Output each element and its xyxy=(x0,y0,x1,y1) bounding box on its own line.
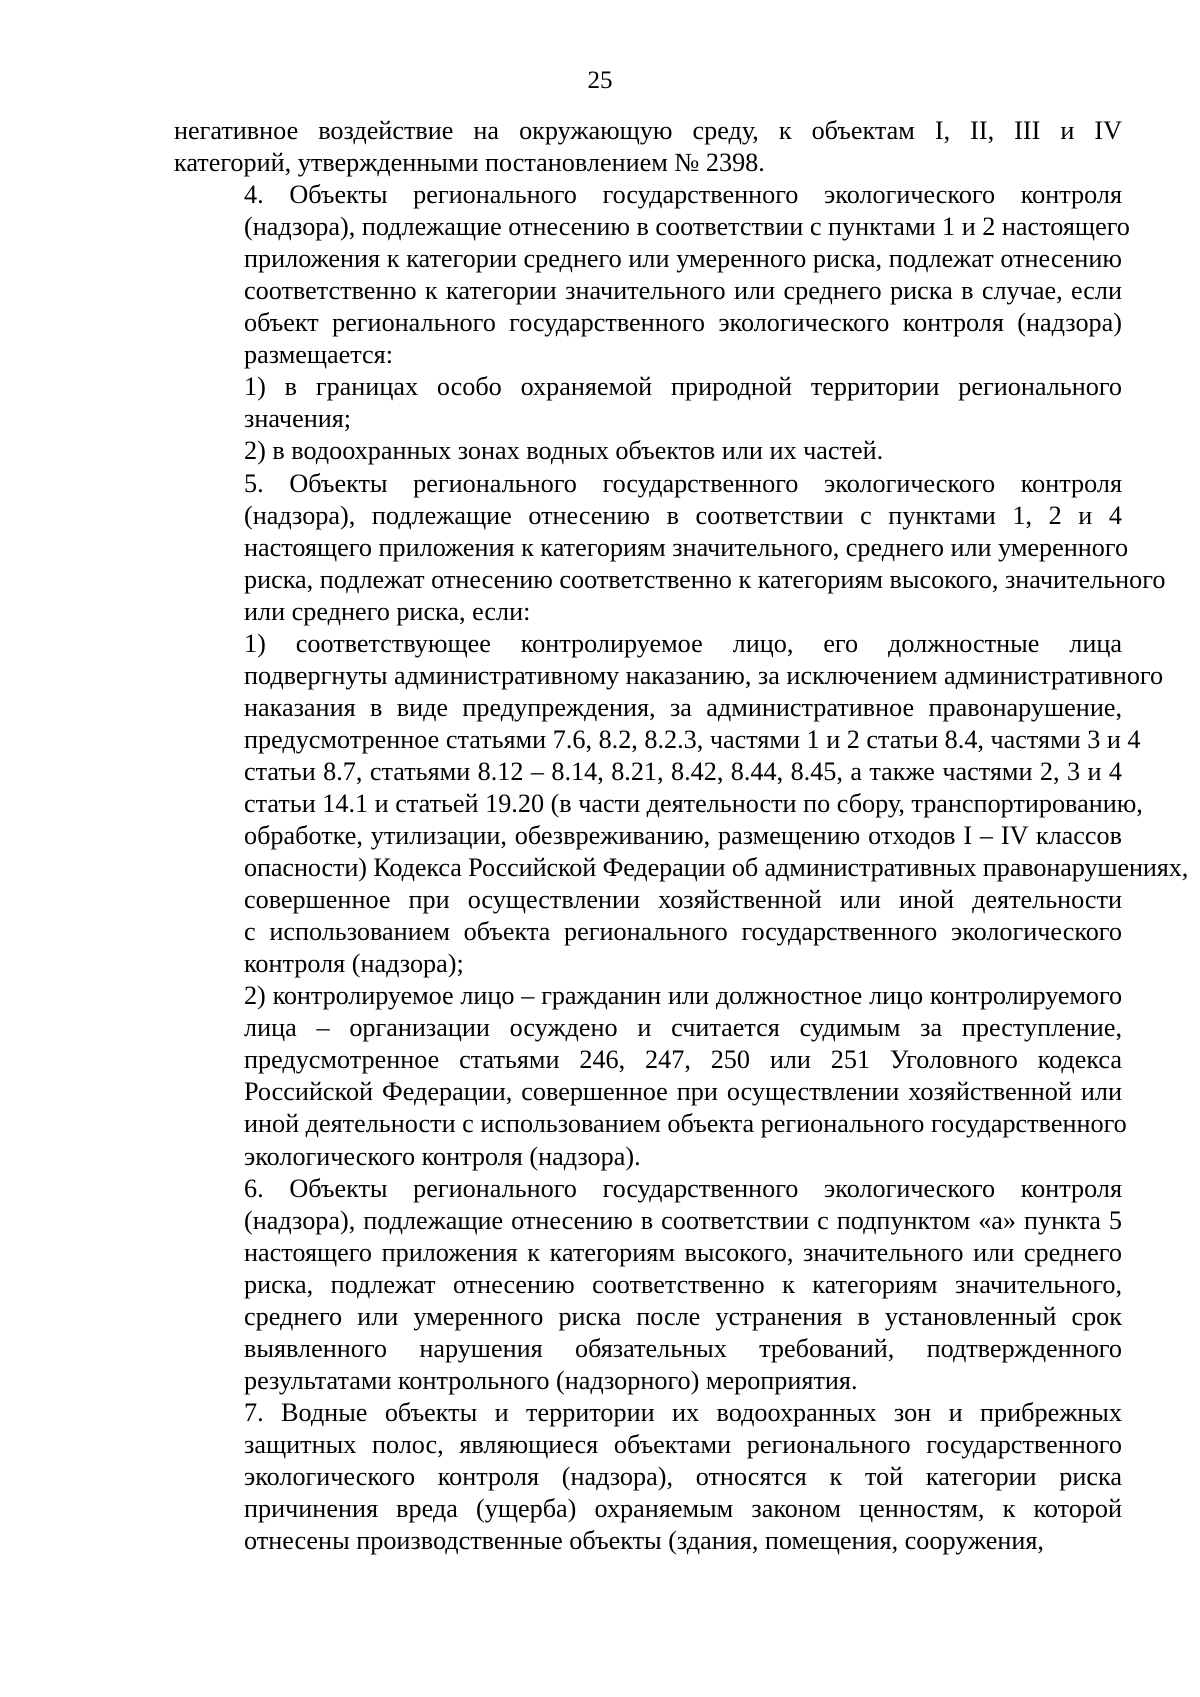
text-line: значения; xyxy=(244,404,352,434)
text-line: среднего или умеренного риска после устранения в установленный срок xyxy=(244,1301,1122,1331)
paragraph xyxy=(174,1173,1122,1397)
paragraph xyxy=(174,1397,1122,1557)
text-line: лица – организации осуждено и считается судимым за преступление, xyxy=(244,1013,1122,1043)
text-line: приложения к категории среднего или умеренного риска, подлежат отнесению xyxy=(244,244,1122,274)
text-line: контроля (надзора); xyxy=(244,949,464,979)
paragraph xyxy=(174,115,1122,179)
text-line: 1) соответствующее контролируемое лицо, его должностные лица xyxy=(244,628,1122,658)
text-line: настоящего приложения к категориям значительного, среднего или умеренного xyxy=(244,532,1129,562)
text-line: 7. Водные объекты и территории их водоохранных зон и прибрежных xyxy=(244,1397,1122,1427)
text-line: экологического контроля (надзора), относятся к той категории риска xyxy=(244,1461,1122,1491)
text-line: риска, подлежат отнесению соответственно к категориям значительного, xyxy=(244,1269,1122,1299)
text-line: Российской Федерации, совершенное при осуществлении хозяйственной или xyxy=(244,1077,1122,1107)
paragraph xyxy=(174,628,1189,981)
text-line: 5. Объекты регионального государственного экологического контроля xyxy=(244,468,1122,498)
text-line: иной деятельности с использованием объекта регионального государственного xyxy=(244,1109,1127,1139)
text-line: (надзора), подлежащие отнесению в соответствии с пунктами 1 и 2 настоящего xyxy=(244,212,1130,242)
text-line: 4. Объекты регионального государственного экологического контроля xyxy=(244,180,1122,210)
text-line: риска, подлежат отнесению соответственно к категориям высокого, значительного xyxy=(244,564,1166,594)
text-line: отнесены производственные объекты (здания, помещения, сооружения, xyxy=(244,1526,1044,1556)
text-line: негативное воздействие на окружающую среду, к объектам I, II, III и IV xyxy=(174,116,1122,145)
paragraph xyxy=(174,468,1166,628)
document-body xyxy=(174,115,1189,1557)
text-line: категорий, утвержденными постановлением № 2398. xyxy=(174,148,765,178)
text-line: (надзора), подлежащие отнесению в соответствии с пунктами 1, 2 и 4 xyxy=(244,500,1122,530)
text-line: предусмотренное статьями 246, 247, 250 или 251 Уголовного кодекса xyxy=(244,1045,1122,1075)
page-number: 25 xyxy=(587,67,613,94)
paragraph xyxy=(174,179,1130,371)
text-line: объект регионального государственного экологического контроля (надзора) xyxy=(244,308,1122,338)
text-line: причинения вреда (ущерба) охраняемым законом ценностям, к которой xyxy=(244,1494,1122,1524)
paragraph xyxy=(174,435,1122,467)
text-line: подвергнуты административному наказанию, за исключением административного xyxy=(244,660,1164,690)
text-line: результатами контрольного (надзорного) мероприятия. xyxy=(244,1365,858,1395)
text-line: предусмотренное статьями 7.6, 8.2, 8.2.3, частями 1 и 2 статьи 8.4, частями 3 и 4 xyxy=(244,724,1141,754)
text-line: обработке, утилизации, обезвреживанию, размещению отходов I – IV классов xyxy=(244,821,1122,851)
text-line: или среднего риска, если: xyxy=(244,596,531,626)
text-line: защитных полос, являющиеся объектами регионального государственного xyxy=(244,1429,1122,1459)
text-line: выявленного нарушения обязательных требований, подтвержденного xyxy=(244,1333,1122,1363)
text-line: совершенное при осуществлении хозяйственной или иной деятельности xyxy=(244,885,1122,915)
text-line: статьи 14.1 и статьей 19.20 (в части деятельности по сбору, транспортированию, xyxy=(244,788,1143,818)
text-line: с использованием объекта регионального государственного экологического xyxy=(244,917,1122,947)
text-line: опасности) Кодекса Российской Федерации об административных правонарушениях, xyxy=(244,853,1189,883)
text-line: 1) в границах особо охраняемой природной территории регионального xyxy=(244,372,1122,402)
text-line: размещается: xyxy=(244,340,394,370)
text-line: (надзора), подлежащие отнесению в соответствии с подпунктом «а» пункта 5 xyxy=(244,1205,1122,1235)
paragraph xyxy=(174,371,1122,435)
paragraph xyxy=(174,980,1127,1172)
text-line: 6. Объекты регионального государственного экологического контроля xyxy=(244,1173,1122,1203)
text-line: настоящего приложения к категориям высокого, значительного или среднего xyxy=(244,1237,1122,1267)
text-line: 2) в водоохранных зонах водных объектов или их частей. xyxy=(244,436,884,466)
text-line: 2) контролируемое лицо – гражданин или должностное лицо контролируемого xyxy=(244,981,1122,1011)
text-line: статьи 8.7, статьями 8.12 – 8.14, 8.21, 8.42, 8.44, 8.45, а также частями 2, 3 и 4 xyxy=(244,756,1122,786)
text-line: экологического контроля (надзора). xyxy=(244,1141,641,1171)
text-line: соответственно к категории значительного или среднего риска в случае, если xyxy=(244,276,1122,306)
text-line: наказания в виде предупреждения, за административное правонарушение, xyxy=(244,692,1122,722)
